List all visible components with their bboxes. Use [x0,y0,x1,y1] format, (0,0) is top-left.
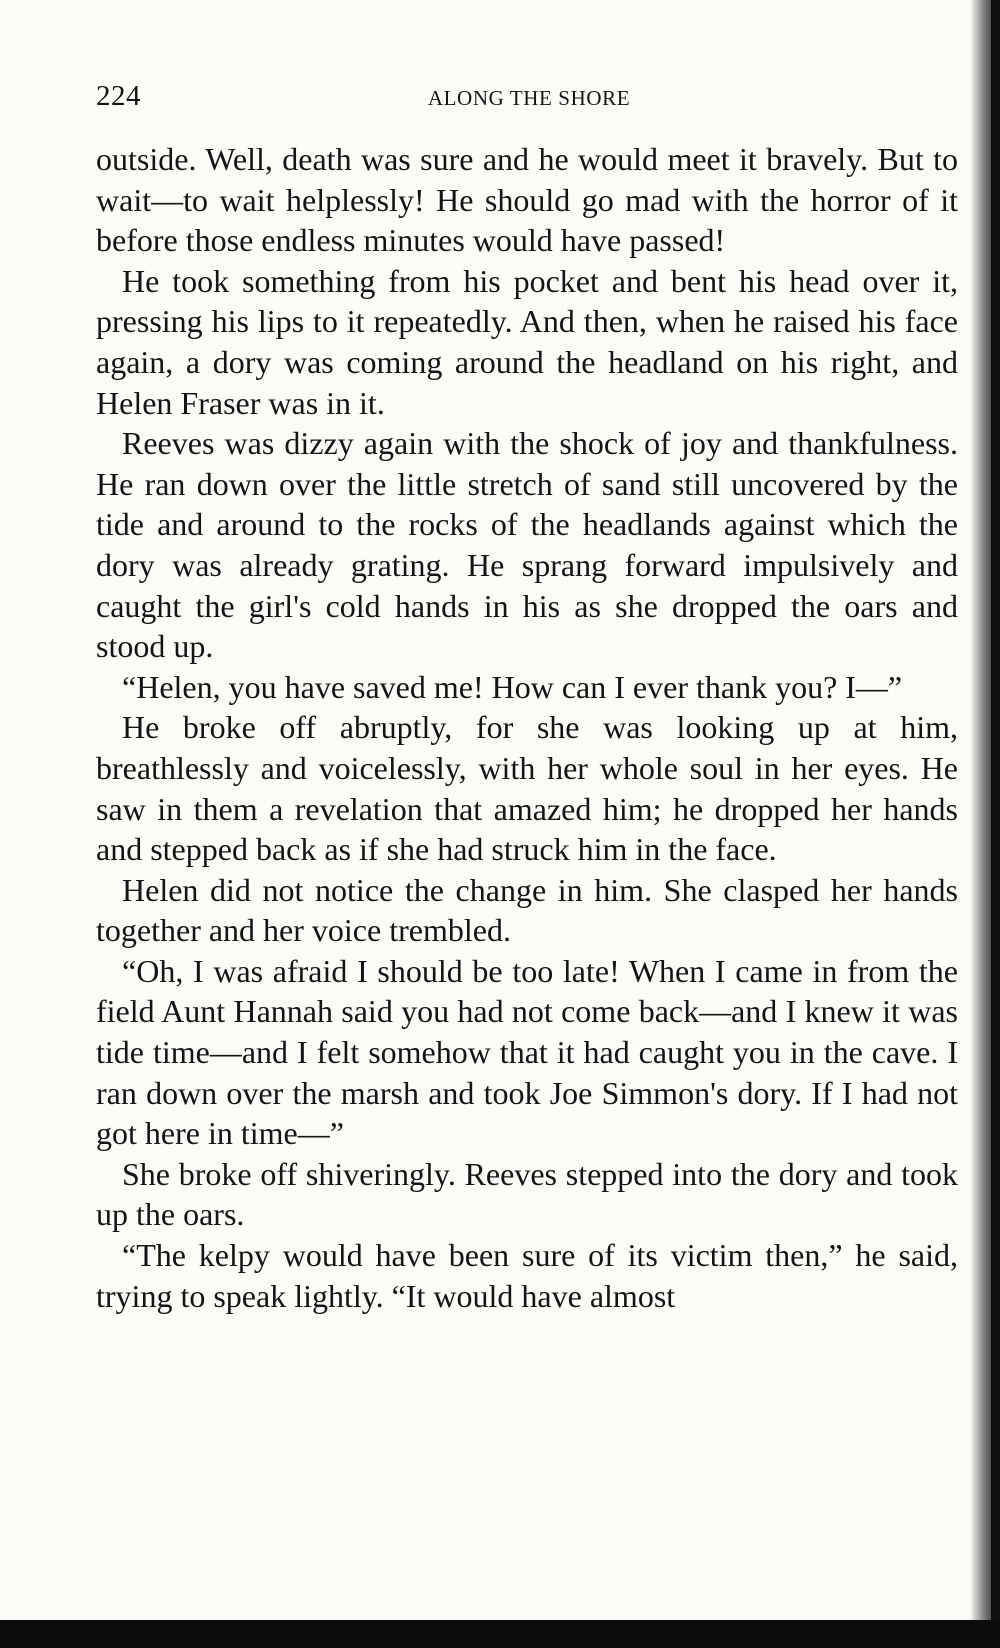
paragraph: She broke off shiveringly. Reeves stepped into the dory and took up the oars. [96,1155,958,1233]
body-text [96,139,958,1316]
page-spine-edge [991,0,1000,1648]
paragraph: “Oh, I was afraid I should be too late! When I came in from the field Aunt Hannah said you had not come back—and I knew it was tide time—and I felt somehow that it had caught you in the cave. I ran down over the marsh and took Joe Simmon's dory. If I had not got here in time—” [96,952,958,1152]
running-head: ALONG THE SHORE [427,86,631,110]
page-number: 224 [96,80,141,112]
paragraph: Reeves was dizzy again with the shock of joy and thankfulness. He ran down over the little stretch of sand still uncovered by the tide and around to the rocks of the headlands against which the dory was already grating. He sprang forward impulsively and caught the girl's cold hands in his as she dropped the oars and stood up. [96,425,958,665]
paragraph: He took something from his pocket and bent his head over it, pressing his lips to it repeatedly. And then, when he raised his face again, a dory was coming around the headland on his right, and Helen Fraser was in it. [96,262,958,421]
paragraph: Helen did not notice the change in him. She clasped her hands together and her voice trembled. [96,871,958,949]
paragraph: He broke off abruptly, for she was looking up at him, breathlessly and voicelessly, with her whole soul in her eyes. He saw in them a revelation that amazed him; he dropped her hands and stepped back as if she had struck him in the face. [96,709,958,868]
paragraph: “Helen, you have saved me! How can I ever thank you? I—” [122,668,903,705]
page-header [96,80,962,120]
paragraph: outside. Well, death was sure and he would meet it bravely. But to wait—to wait helplessly! He should go mad with the horror of it before those endless minutes would have passed! [96,141,958,259]
scan-bottom-edge [0,1620,1000,1648]
paragraph: “The kelpy would have been sure of its victim then,” he said, trying to speak lightly. “It would have almost [96,1237,958,1314]
